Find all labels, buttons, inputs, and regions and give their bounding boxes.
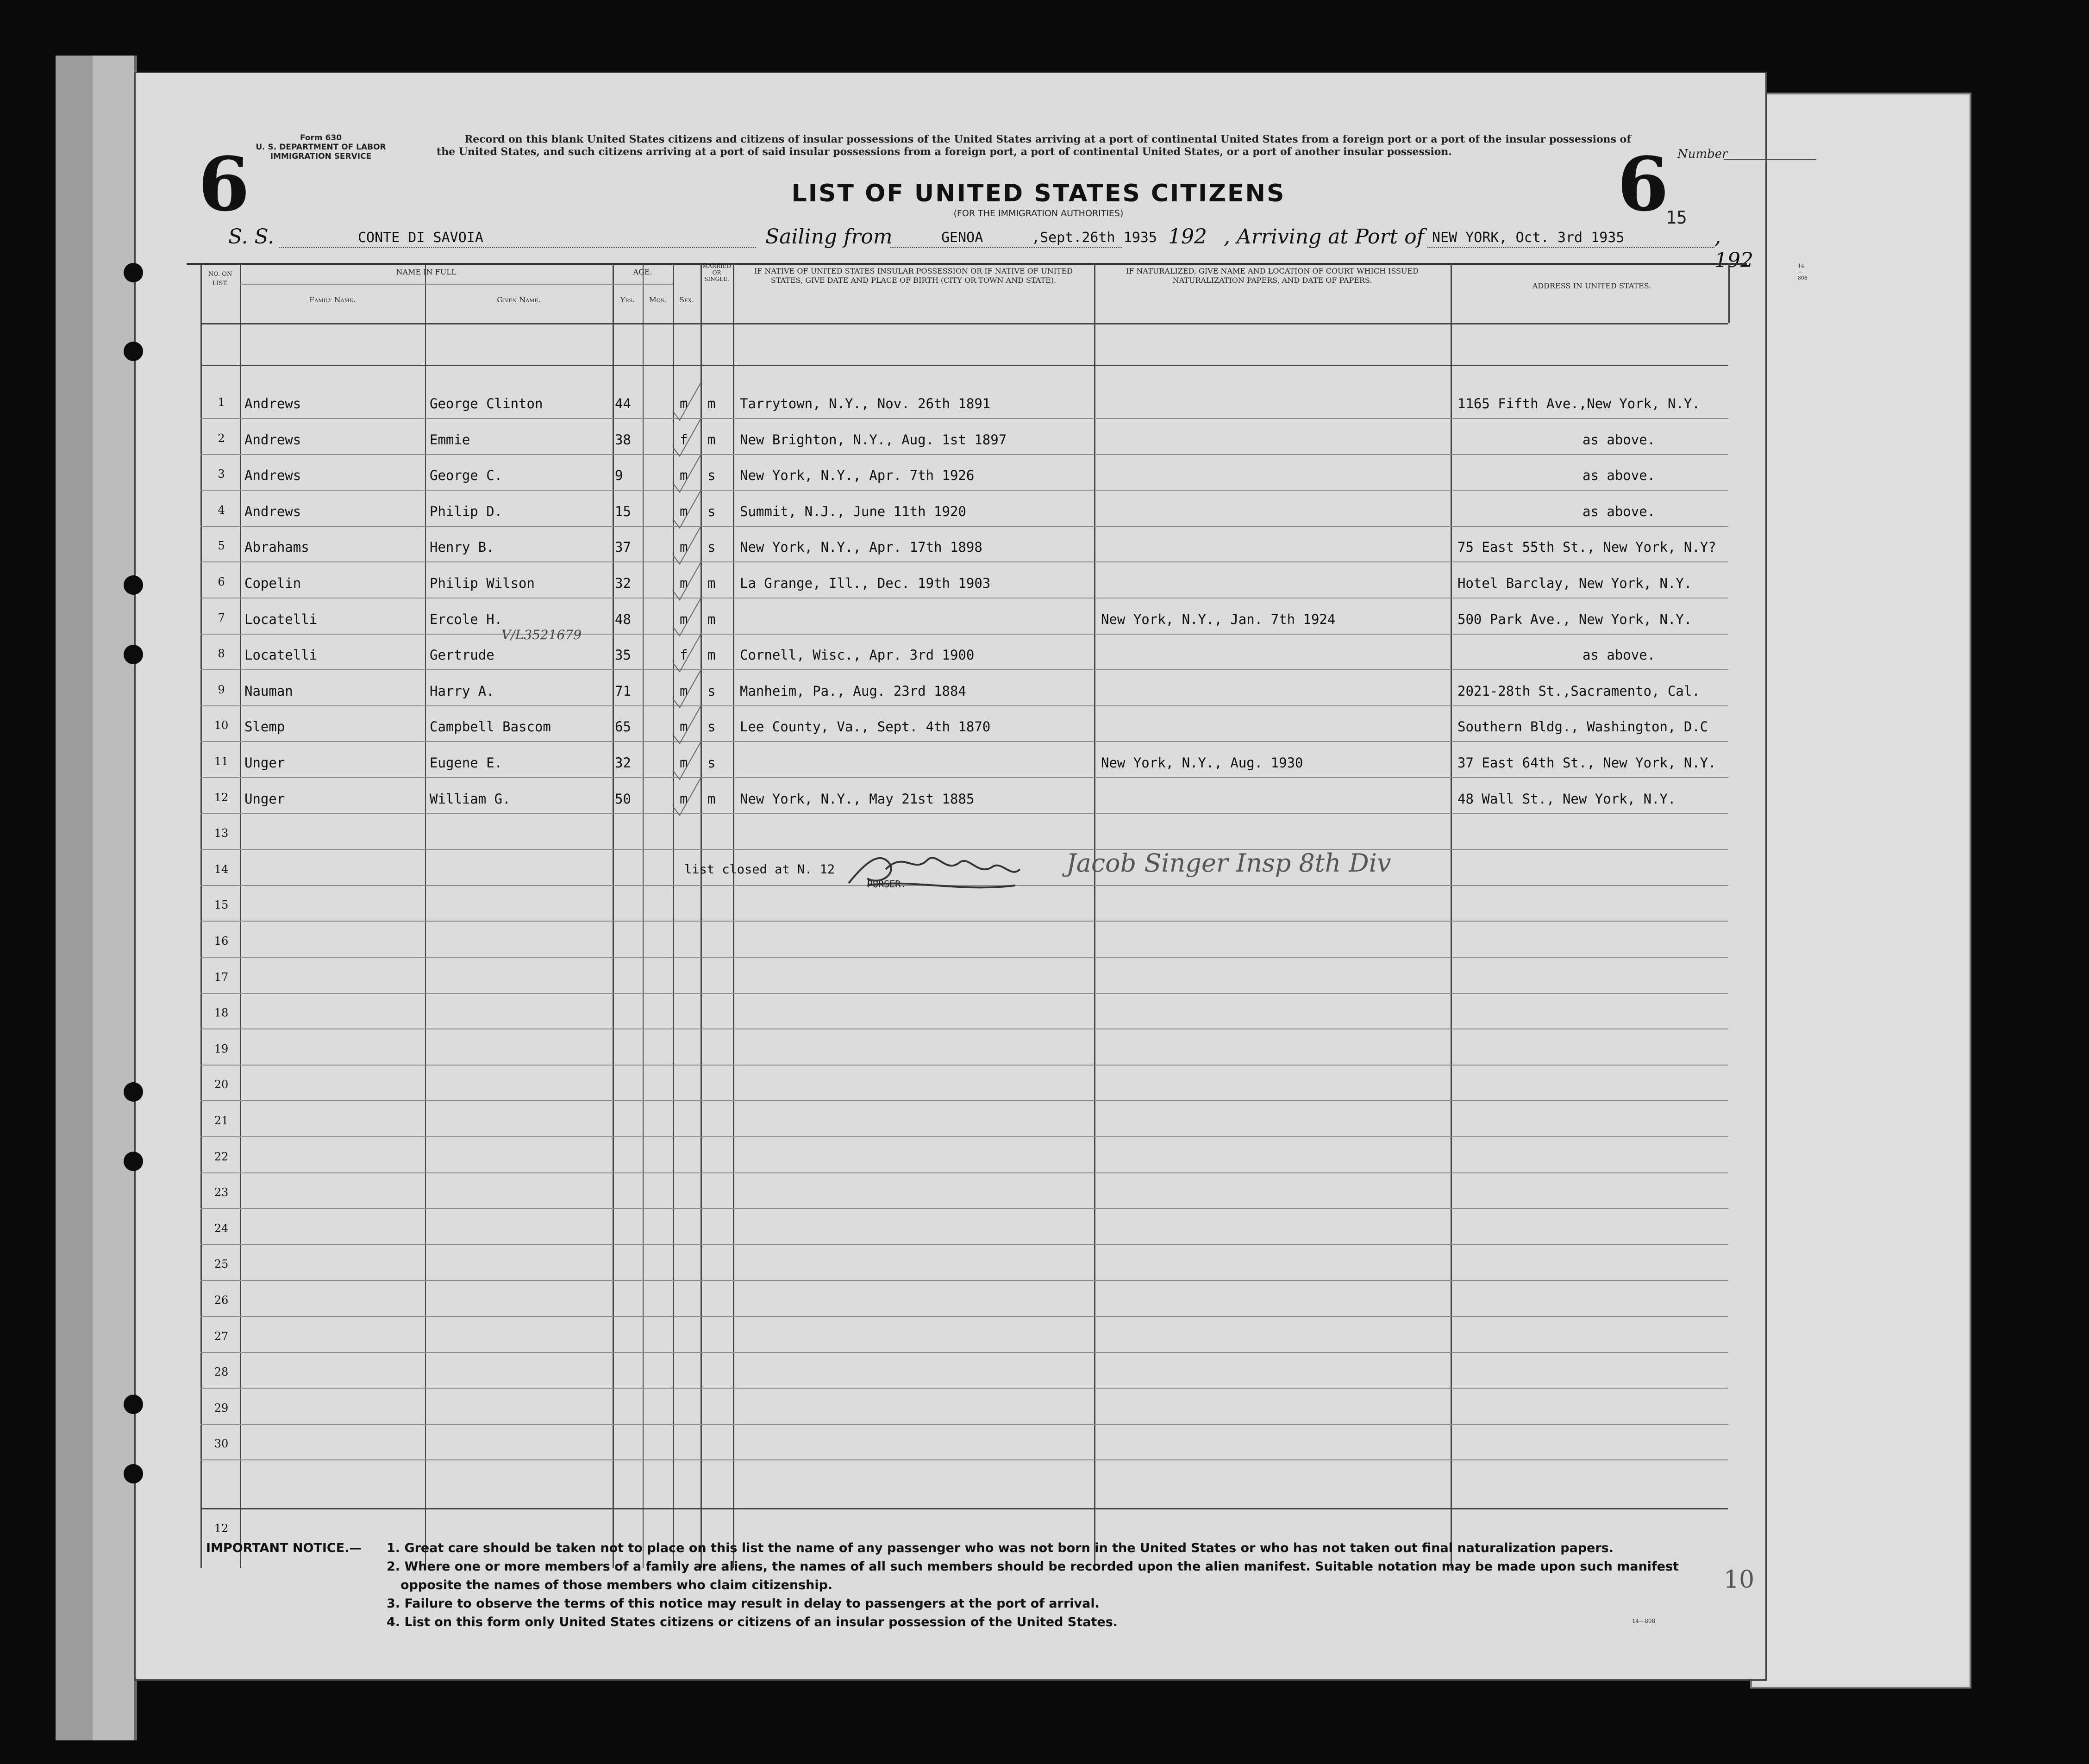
age: 9 (615, 467, 623, 484)
row-rule (200, 1244, 1728, 1245)
row-rule (200, 1424, 1728, 1425)
punch-hole (124, 1152, 143, 1171)
sex: m (680, 683, 688, 699)
instructions: Record on this blank United States citizens and citizens of insular possessions of the United States arriving at a port of continental United States from a foreign port or a port of the insular possessions of the United States, and such citizens arriving at a port of said insular possessions from a foreign port, a port of continental United States, or a port of another insular possession. (437, 133, 1631, 158)
row-number: 25 (214, 1258, 229, 1271)
sex: m (680, 467, 688, 484)
address: 37 East 64th St., New York, N.Y. (1457, 755, 1716, 771)
row-number: 12 (214, 791, 229, 804)
row-rule (200, 634, 1728, 635)
row-number: 24 (214, 1222, 229, 1235)
row-number: 28 (214, 1365, 229, 1379)
punch-hole (124, 1464, 143, 1484)
row-rule (200, 957, 1728, 958)
important-notice (206, 1539, 1734, 1632)
address: Southern Bldg., Washington, D.C (1457, 719, 1708, 735)
purser-label: PURSER. (867, 879, 907, 890)
given-name: Henry B. (430, 539, 494, 555)
row-number: 17 (214, 970, 229, 984)
marital-status: s (707, 755, 716, 771)
col-rule (1728, 263, 1730, 323)
check-mark (673, 455, 701, 492)
age: 44 (615, 396, 631, 411)
col-head-given: Given Name. (497, 295, 541, 304)
family-name: Andrews (244, 467, 301, 484)
number-line (1724, 159, 1816, 160)
check-mark (673, 706, 701, 743)
punch-hole (124, 645, 143, 664)
check-mark (673, 635, 701, 672)
address: 500 Park Ave., New York, N.Y. (1457, 611, 1692, 627)
col-rule (1094, 263, 1095, 1568)
given-name: George C. (430, 467, 503, 484)
sex: m (680, 396, 688, 411)
col-rule (733, 263, 734, 1568)
sex: m (680, 791, 688, 807)
sex: m (680, 611, 688, 627)
given-name: Philip D. (430, 503, 503, 519)
address: 1165 Fifth Ave.,New York, N.Y. (1457, 396, 1700, 411)
address: as above. (1582, 431, 1656, 448)
col-rule (425, 263, 426, 1568)
marital-status: m (707, 396, 716, 411)
col-head-age: AGE. (633, 268, 652, 276)
punch-hole (124, 1395, 143, 1414)
birth-place-date: New York, N.Y., May 21st 1885 (740, 791, 975, 807)
table-top-rule (187, 263, 1747, 265)
sail-date: ,Sept.26th 1935 (1032, 230, 1157, 246)
check-mark (673, 599, 701, 636)
underline (890, 247, 1122, 248)
age: 37 (615, 539, 631, 555)
age: 32 (615, 755, 631, 771)
page-title: LIST OF UNITED STATES CITIZENS (791, 180, 1286, 207)
year-suffix: 192 (1168, 225, 1207, 249)
row-rule (200, 1172, 1728, 1173)
back-sheet (1750, 93, 1971, 1689)
department: U. S. DEPARTMENT OF LABOR (256, 143, 386, 152)
page-subtitle: (FOR THE IMMIGRATION AUTHORITIES) (953, 208, 1124, 218)
marital-status: s (707, 503, 716, 519)
address: as above. (1582, 503, 1656, 519)
birth-place-date: Manheim, Pa., Aug. 23rd 1884 (740, 683, 966, 699)
row-rule (200, 1352, 1728, 1353)
punch-hole (124, 263, 143, 282)
col-rule (613, 263, 614, 1568)
binder-strip-inner (93, 56, 134, 1740)
given-name: Emmie (430, 431, 470, 448)
row-number: 16 (214, 935, 229, 947)
address: 75 East 55th St., New York, N.Y? (1457, 539, 1716, 555)
marital-status: s (707, 467, 716, 484)
row-rule (200, 1459, 1728, 1460)
age: 65 (615, 719, 631, 735)
notice-item: 2. Where one or more members of a family are aliens, the names of all such members should be recorded upon the alien manifest. Suitable notation may be made upon such manifest opposite the names of those members who claim citizenship. (387, 1559, 1679, 1592)
total-count: 12 (214, 1522, 229, 1535)
row-rule (200, 1028, 1728, 1029)
birth-place-date: Lee County, Va., Sept. 4th 1870 (740, 719, 991, 735)
birth-place-date: New York, N.Y., Apr. 7th 1926 (740, 467, 975, 484)
given-name: Gertrude (430, 647, 494, 663)
given-name: Philip Wilson (430, 575, 535, 591)
row-number: 1 (218, 396, 225, 409)
row-rule (200, 705, 1728, 706)
row-number: 3 (218, 467, 225, 481)
year-suffix: , 192 (1714, 225, 1753, 272)
row-rule (200, 1065, 1728, 1066)
birth-place-date: Summit, N.J., June 11th 1920 (740, 503, 966, 519)
family-name: Locatelli (244, 611, 318, 627)
col-head-name: NAME IN FULL (396, 268, 457, 276)
check-mark (673, 779, 701, 816)
col-rule (1451, 263, 1452, 1568)
check-mark (673, 563, 701, 600)
row-rule (200, 813, 1728, 814)
handwritten-10: 10 (1724, 1566, 1755, 1594)
age: 48 (615, 611, 631, 627)
marital-status: s (707, 683, 716, 699)
sex: m (680, 719, 688, 735)
inspector-signature: Jacob Singer Insp 8th Div (1066, 848, 1391, 878)
row-rule (200, 1208, 1728, 1209)
manifest-page (134, 72, 1808, 1681)
check-marks (663, 365, 710, 1027)
ship-name: CONTE DI SAVOIA (358, 230, 483, 246)
col-rule (643, 263, 644, 1568)
number-label: Number (1677, 147, 1728, 161)
address: 48 Wall St., New York, N.Y. (1457, 791, 1676, 807)
underline (1427, 247, 1714, 248)
check-mark (673, 419, 701, 456)
row-rule (200, 526, 1728, 527)
row-rule (200, 993, 1728, 994)
col-head-address: ADDRESS IN UNITED STATES. (1532, 281, 1651, 290)
row-number: 23 (214, 1186, 229, 1199)
row-number: 27 (214, 1329, 229, 1343)
age: 32 (615, 575, 631, 591)
row-number: 21 (214, 1114, 229, 1127)
punch-hole (124, 575, 143, 595)
address: as above. (1582, 467, 1656, 484)
address: as above. (1582, 647, 1656, 663)
given-name: George Clinton (430, 396, 543, 411)
marital-status: m (707, 611, 716, 627)
row-rule (200, 490, 1728, 491)
check-mark (673, 491, 701, 528)
header-rule (200, 323, 1728, 324)
row-number: 9 (218, 683, 225, 696)
check-mark (673, 383, 701, 420)
row-number: 4 (218, 503, 225, 517)
row-rule (200, 1280, 1728, 1281)
row-rule (200, 418, 1728, 419)
form-header (251, 133, 390, 161)
row-rule (200, 1316, 1728, 1317)
row-rule (200, 741, 1728, 742)
port-to: NEW YORK, Oct. 3rd 1935 (1432, 230, 1625, 246)
row-number: 10 (214, 719, 229, 732)
col-head-naturalized: IF NATURALIZED, GIVE NAME AND LOCATION OF COURT WHICH ISSUED NATURALIZATION PAPERS, AND DATE OF PAPERS. (1126, 267, 1419, 285)
family-name: Andrews (244, 431, 301, 448)
row-number: 6 (218, 575, 225, 588)
form-code-top: 14—808 (1798, 263, 1808, 281)
birth-place-date: New Brighton, N.Y., Aug. 1st 1897 (740, 431, 1007, 448)
row-rule (200, 777, 1728, 778)
row-number: 26 (214, 1294, 229, 1307)
notice-item: 3. Failure to observe the terms of this notice may result in delay to passengers at the port of arrival. (387, 1596, 1100, 1611)
given-name: Eugene E. (430, 755, 503, 771)
marital-status: m (707, 791, 716, 807)
sex: f (680, 647, 688, 663)
header-rule (200, 365, 1728, 366)
row-rule (200, 1136, 1728, 1137)
given-name: Campbell Bascom (430, 719, 551, 735)
handwritten-reference: V/L3521679 (501, 627, 582, 642)
row-number: 30 (214, 1437, 229, 1451)
row-number: 29 (214, 1401, 229, 1415)
check-mark (673, 527, 701, 564)
sex: f (680, 431, 688, 448)
family-name: Abrahams (244, 539, 309, 555)
sailing-label: Sailing from (765, 225, 893, 249)
row-number: 11 (214, 755, 229, 768)
row-rule (200, 669, 1728, 670)
check-mark (673, 671, 701, 708)
col-head-mos: Mos. (649, 295, 667, 304)
age: 38 (615, 431, 631, 448)
age: 50 (615, 791, 631, 807)
row-rule (200, 454, 1728, 455)
age: 15 (615, 503, 631, 519)
family-name: Slemp (244, 719, 285, 735)
arriving-label: , Arriving at Port of (1224, 225, 1424, 249)
row-number: 20 (214, 1078, 229, 1091)
family-name: Locatelli (244, 647, 318, 663)
marital-status: s (707, 719, 716, 735)
row-number: 15 (214, 898, 229, 912)
birth-place-date: Tarrytown, N.Y., Nov. 26th 1891 (740, 396, 991, 411)
naturalization: New York, N.Y., Jan. 7th 1924 (1101, 611, 1336, 627)
purser-signature (839, 841, 1034, 897)
sex: m (680, 503, 688, 519)
ss-label: S. S. (228, 225, 275, 249)
form-code-bottom: 14—808 (1632, 1618, 1656, 1624)
family-name: Unger (244, 791, 285, 807)
given-name: Ercole H. (430, 611, 503, 627)
row-number: 19 (214, 1042, 229, 1055)
check-mark (673, 742, 701, 779)
notice-heading: IMPORTANT NOTICE.— (206, 1541, 362, 1555)
row-number: 7 (218, 611, 225, 624)
given-name: Harry A. (430, 683, 494, 699)
row-number: 14 (214, 862, 229, 876)
row-number: 8 (218, 647, 225, 661)
family-name: Andrews (244, 396, 301, 411)
marital-status: m (707, 575, 716, 591)
row-number: 18 (214, 1006, 229, 1020)
service: IMMIGRATION SERVICE (270, 152, 372, 161)
sex: m (680, 575, 688, 591)
row-number: 22 (214, 1150, 229, 1163)
form-number: Form 630 (300, 133, 342, 143)
subheader-rule (240, 284, 613, 285)
handwritten-number: 15 (1666, 207, 1687, 228)
col-head-family: Family Name. (309, 295, 356, 304)
page-number-left: 6 (198, 141, 250, 228)
punch-hole (124, 342, 143, 361)
notice-item: 1. Great care should be taken not to place on this list the name of any passenger who was not born in the United States or who has not taken out final naturalization papers. (387, 1541, 1614, 1555)
passenger-table (200, 263, 1761, 1601)
row-rule (200, 921, 1728, 922)
notice-item: 4. List on this form only United States citizens or citizens of an insular possession of the United States. (387, 1615, 1118, 1629)
list-closed-note: list closed at N. 12 (684, 862, 835, 877)
family-name: Andrews (244, 503, 301, 519)
total-rule (200, 1508, 1728, 1509)
subheader-rule (613, 284, 673, 285)
col-head-yrs: Yrs. (620, 295, 635, 304)
row-rule (200, 1388, 1728, 1389)
given-name: William G. (430, 791, 511, 807)
row-number: 2 (218, 431, 225, 445)
row-rule (200, 1100, 1728, 1101)
col-head-sex: Sex. (679, 295, 694, 304)
naturalization: New York, N.Y., Aug. 1930 (1101, 755, 1303, 771)
family-name: Unger (244, 755, 285, 771)
col-head-birth: IF NATIVE OF UNITED STATES INSULAR POSSESSION OR IF NATIVE OF UNITED STATES, GIVE DATE AND PLACE OF BIRTH (CITY OR TOWN AND STATE). (754, 267, 1073, 285)
marital-status: m (707, 431, 716, 448)
sex: m (680, 539, 688, 555)
age: 71 (615, 683, 631, 699)
row-number: 13 (214, 827, 229, 840)
birth-place-date: New York, N.Y., Apr. 17th 1898 (740, 539, 982, 555)
address: Hotel Barclay, New York, N.Y. (1457, 575, 1692, 591)
row-number: 5 (218, 539, 225, 553)
birth-place-date: La Grange, Ill., Dec. 19th 1903 (740, 575, 991, 591)
sex: m (680, 755, 688, 771)
marital-status: m (707, 647, 716, 663)
page-number-right: 6 (1617, 141, 1669, 228)
age: 35 (615, 647, 631, 663)
col-head-no: NO. ON LIST. (208, 271, 232, 287)
family-name: Nauman (244, 683, 293, 699)
col-head-married: MARRIED OR SINGLE. (702, 263, 732, 282)
address: 2021-28th St.,Sacramento, Cal. (1457, 683, 1700, 699)
port-from: GENOA (941, 230, 983, 246)
underline (279, 247, 756, 248)
birth-place-date: Cornell, Wisc., Apr. 3rd 1900 (740, 647, 975, 663)
row-rule (200, 561, 1728, 562)
marital-status: s (707, 539, 716, 555)
punch-hole (124, 1082, 143, 1102)
family-name: Copelin (244, 575, 301, 591)
